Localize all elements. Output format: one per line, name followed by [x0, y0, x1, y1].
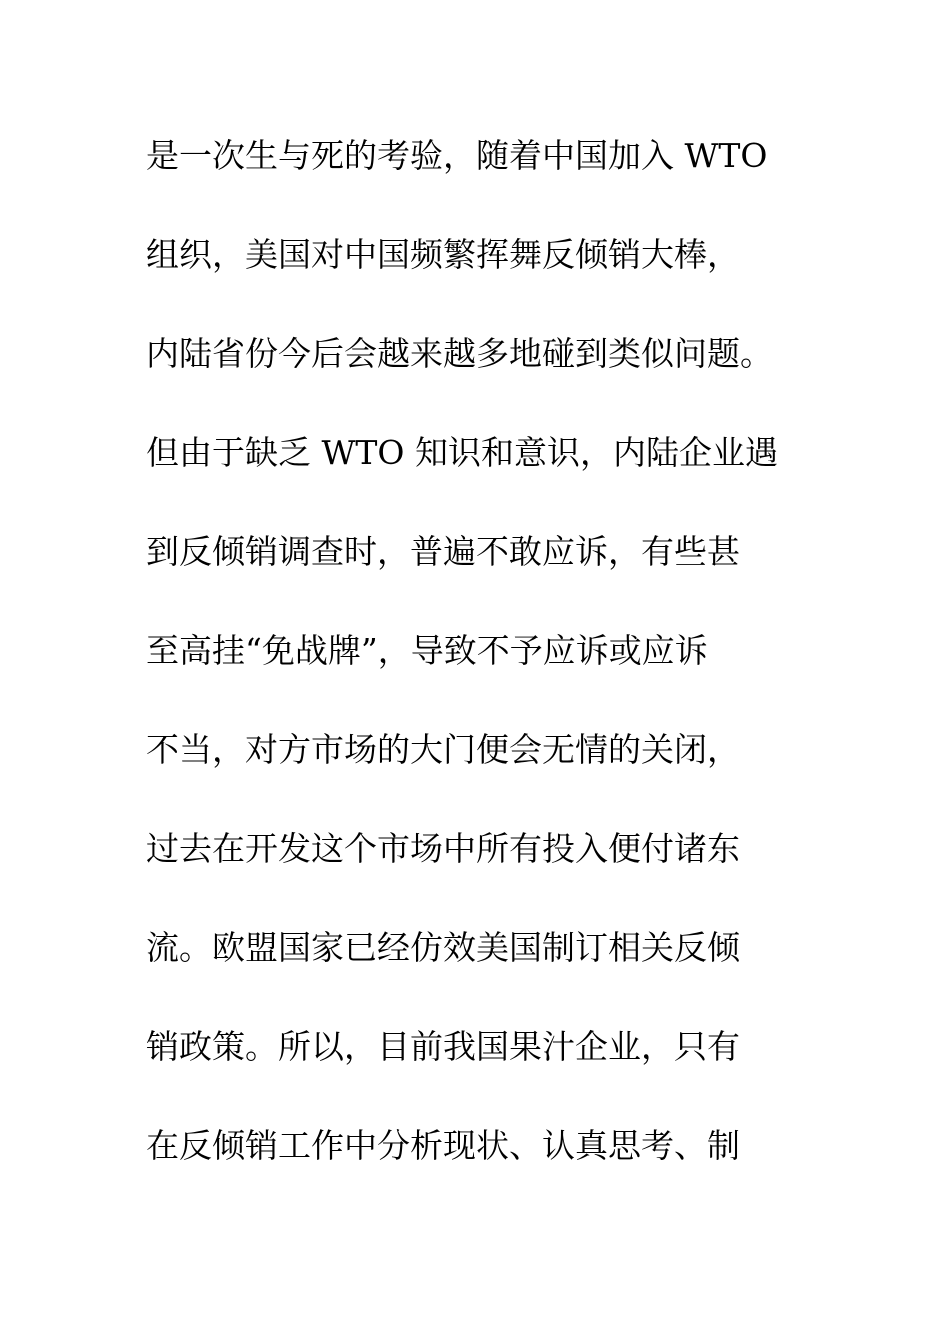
text-line: 内陆省份今后会越来越多地碰到类似问题。 — [146, 334, 773, 373]
text-line: 但由于缺乏 WTO 知识和意识，内陆企业遇 — [146, 433, 778, 472]
text-line: 在反倾销工作中分析现状、认真思考、制 — [146, 1126, 740, 1165]
text-line: 到反倾销调查时，普遍不敢应诉，有些甚 — [146, 532, 740, 571]
text-line: 过去在开发这个市场中所有投入便付诸东 — [146, 829, 740, 868]
text-line: 销政策。所以，目前我国果汁企业，只有 — [146, 1027, 740, 1066]
body-text — [146, 128, 826, 1217]
text-line: 是一次生与死的考验，随着中国加入 WTO — [146, 136, 768, 175]
text-line: 至高挂“免战牌”，导致不予应诉或应诉 — [146, 631, 708, 670]
text-line: 不当，对方市场的大门便会无情的关闭， — [146, 730, 740, 769]
text-line: 组织，美国对中国频繁挥舞反倾销大棒， — [146, 235, 740, 274]
text-line: 流。欧盟国家已经仿效美国制订相关反倾 — [146, 928, 740, 967]
